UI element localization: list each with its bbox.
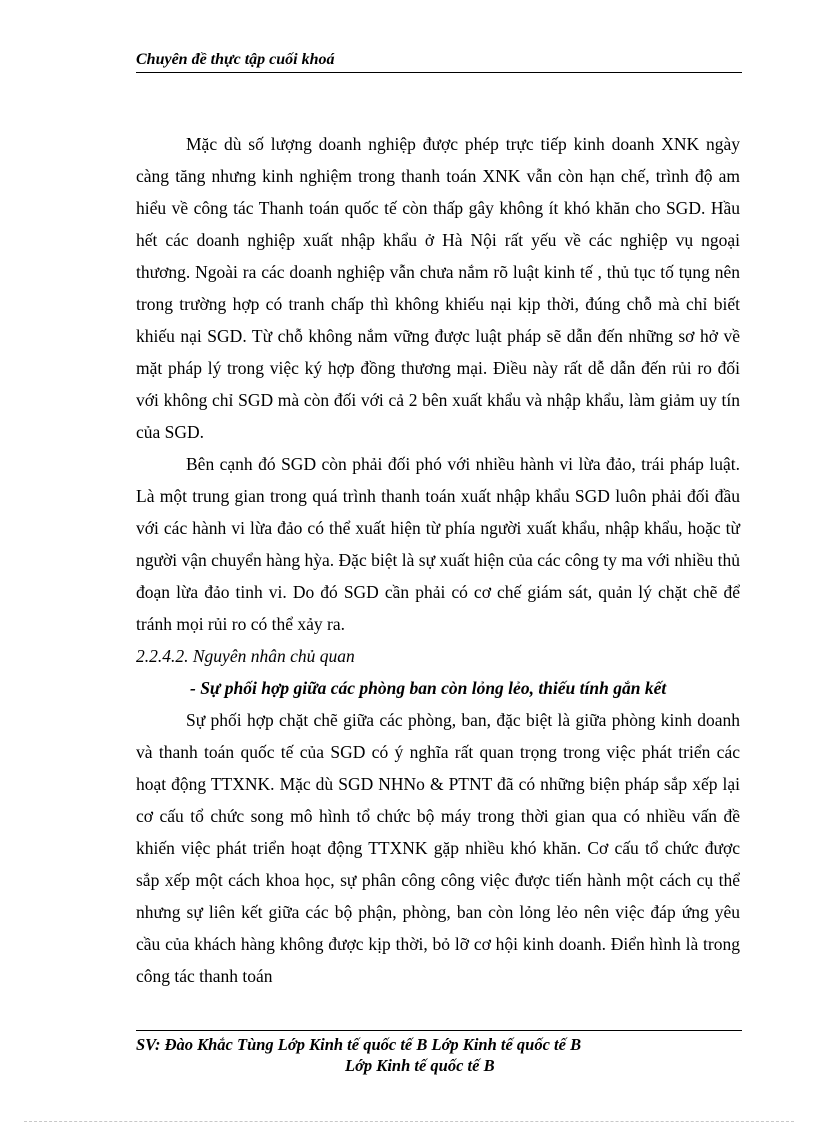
header-title: Chuyên đề thực tập cuối khoá xyxy=(136,51,335,68)
page-footer xyxy=(136,1030,742,1076)
footer-class-line: Lớp Kinh tế quốc tế B xyxy=(345,1056,495,1075)
paragraph-3: Sự phối hợp chặt chẽ giữa các phòng, ban, đặc biệt là giữa phòng kinh doanh và thanh toán quốc tế của SGD có ý nghĩa rất quan trọng trong việc phát triển các hoạt động TTXNK. Mặc dù SGD NHNo & PTNT đã có những biện pháp sắp xếp lại cơ cấu tổ chức song mô hình tổ chức bộ máy trong thời gian qua có nhiều vấn đề khiến việc phát triển hoạt động TTXNK gặp nhiều khó khăn. Cơ cấu tổ chức được sắp xếp một cách khoa học, sự phân công công việc được tiến hành một cách cụ thể nhưng sự liên kết giữa các bộ phận, phòng, ban còn lỏng lẻo nên việc đáp ứng yêu cầu của khách hàng không được kịp thời, bỏ lỡ cơ hội kinh doanh. Điển hình là trong công tác thanh toán xyxy=(136,710,740,986)
page-boundary-divider xyxy=(24,1121,794,1122)
section-heading: 2.2.4.2. Nguyên nhân chủ quan xyxy=(136,646,355,666)
sub-heading: - Sự phối hợp giữa các phòng ban còn lỏng lẻo, thiếu tính gắn kết xyxy=(190,678,667,698)
page-header xyxy=(136,50,742,73)
document-body xyxy=(136,128,740,992)
footer-student-line: SV: Đào Khắc Tùng Lớp Kinh tế quốc tế B Lớp Kinh tế quốc tế B xyxy=(136,1035,582,1054)
paragraph-1: Mặc dù số lượng doanh nghiệp được phép trực tiếp kinh doanh XNK ngày càng tăng nhưng kinh nghiệm trong thanh toán XNK vẫn còn hạn chế, trình độ am hiểu về công tác Thanh toán quốc tế còn thấp gây không ít khó khăn cho SGD. Hầu hết các doanh nghiệp xuất nhập khẩu ở Hà Nội rất yếu về các nghiệp vụ ngoại thương. Ngoài ra các doanh nghiệp vẫn chưa nắm rõ luật kinh tế , thủ tục tố tụng nên trong trường hợp có tranh chấp thì không khiếu nại kịp thời, đúng chỗ mà chỉ biết khiếu nại SGD. Từ chỗ không nắm vững được luật pháp sẽ dẫn đến những sơ hở về mặt pháp lý trong việc ký hợp đồng thương mại. Điều này rất dễ dẫn đến rủi ro đối với không chỉ SGD mà còn đối với cả 2 bên xuất khẩu và nhập khẩu, làm giảm uy tín của SGD. xyxy=(136,134,740,442)
paragraph-2: Bên cạnh đó SGD còn phải đối phó với nhiều hành vi lừa đảo, trái pháp luật. Là một trung gian trong quá trình thanh toán xuất nhập khẩu SGD luôn phải đối đầu với các hành vi lừa đảo có thể xuất hiện từ phía người xuất khẩu, nhập khẩu, hoặc từ người vận chuyển hàng hỳa. Đặc biệt là sự xuất hiện của các công ty ma với nhiều thủ đoạn lừa đảo tinh vi. Do đó SGD cần phải có cơ chế giám sát, quản lý chặt chẽ để tránh mọi rủi ro có thể xảy ra. xyxy=(136,454,740,634)
